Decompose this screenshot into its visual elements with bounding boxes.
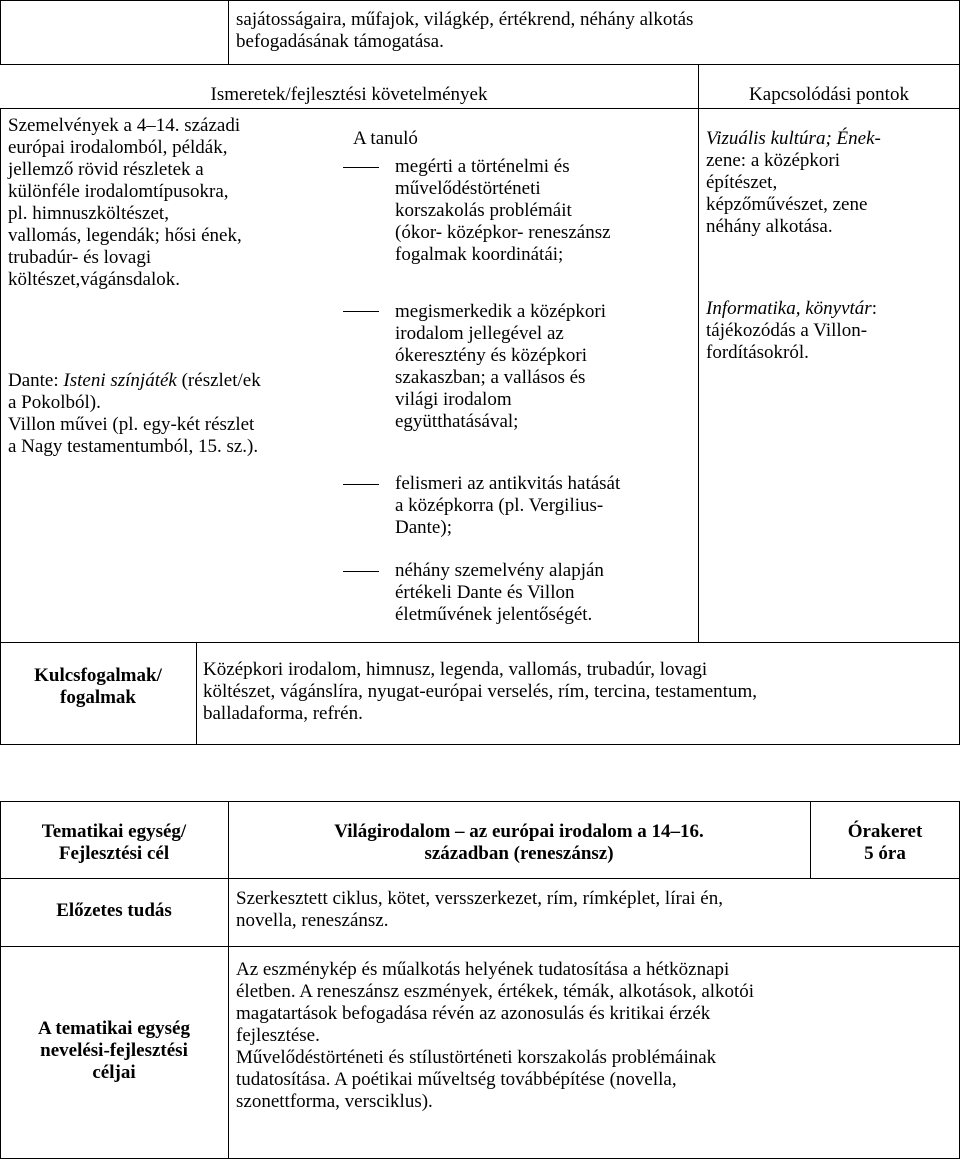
- goals-line: Az eszménykép és műalkotás helyének tudatosítása a hétköznapi: [236, 959, 730, 980]
- border-line: [0, 0, 960, 1]
- key-concepts-line: balladaforma, refrén.: [203, 703, 363, 724]
- dante-work-title: Isteni színjáték: [63, 370, 177, 391]
- connection-line: zene: a középkori: [706, 150, 840, 171]
- outcome-line: értékeli Dante és Villon: [395, 582, 575, 603]
- connection-title: Vizuális kultúra; Ének-: [706, 128, 881, 149]
- outcome-line: néhány szemelvény alapján: [395, 560, 604, 581]
- dante-prefix: Dante:: [8, 370, 64, 391]
- border-line: [0, 64, 960, 65]
- authors-line: a Nagy testamentumból, 15. sz.).: [8, 436, 259, 457]
- excerpts-line: trubadúr- és lovagi: [8, 247, 152, 268]
- outcome-line: felismeri az antikvitás hatását: [395, 473, 621, 494]
- excerpts-line: vallomás, legendák; hősi ének,: [8, 225, 242, 246]
- goals-label-line: nevelési-fejlesztési: [40, 1040, 188, 1061]
- excerpts-line: jellemző rövid részletek a: [8, 159, 204, 180]
- dante-suffix: (részlet/ek: [176, 370, 261, 391]
- goals-line: életben. A reneszánsz eszmények, értékek, témák, alkotások, alkotói: [236, 981, 755, 1002]
- goals-line: Művelődéstörténeti és stílustörténeti korszakolás problémáinak: [236, 1047, 717, 1068]
- excerpts-line: költészet,vágánsdalok.: [8, 269, 181, 290]
- connection-line: építészet,: [706, 172, 778, 193]
- connection-line: tájékozódás a Villon-: [706, 320, 868, 341]
- outcome-line: a középkorra (pl. Vergilius-: [395, 495, 604, 516]
- outcome-line: fogalmak koordinátái;: [395, 244, 564, 265]
- goals-line: szonettforma, versciklus).: [236, 1091, 433, 1112]
- intro-line: sajátosságaira, műfajok, világkép, értékrend, néhány alkotás: [236, 9, 694, 30]
- outcome-line: megismerkedik a középkori: [395, 301, 607, 322]
- excerpts-line: európai irodalomból, példák,: [8, 137, 228, 158]
- header-requirements: Ismeretek/fejlesztési követelmények: [210, 84, 488, 105]
- outcome-line: korszakolás problémáit: [395, 200, 572, 221]
- key-concepts-label-line: fogalmak: [60, 687, 136, 708]
- connection-colon: :: [871, 298, 877, 319]
- goals-text: [236, 959, 754, 1113]
- key-concepts-line: Középkori irodalom, himnusz, legenda, vallomás, trubadúr, lovagi: [203, 659, 708, 680]
- border-line: [0, 744, 960, 745]
- goals-label-line: céljai: [92, 1062, 136, 1083]
- outcome-line: Dante);: [395, 517, 452, 538]
- border-line: [0, 801, 960, 802]
- connection-informatics: [706, 298, 877, 364]
- border-line: [0, 108, 1, 745]
- list-dash: [343, 484, 379, 485]
- connection-line: képzőművészet, zene: [706, 194, 868, 215]
- unit-title: [228, 821, 810, 865]
- goals-line: fejlesztése.: [236, 1025, 320, 1046]
- connection-arts: [706, 128, 881, 238]
- key-concepts-label: [0, 665, 196, 709]
- hours-value: 5 óra: [864, 843, 906, 864]
- outcome-item: [395, 301, 606, 433]
- goals-label-line: A tematikai egység: [38, 1018, 190, 1039]
- outcome-item: [395, 560, 604, 626]
- border-line: [698, 64, 699, 642]
- dante-line: [8, 370, 261, 392]
- prior-knowledge-text: [236, 888, 723, 932]
- unit-title-line: Világirodalom – az európai irodalom a 14–16.: [334, 821, 704, 842]
- border-line: [0, 642, 960, 643]
- prior-knowledge-label: Előzetes tudás: [56, 900, 172, 921]
- excerpts-text: [8, 115, 242, 291]
- outcome-line: világi irodalom: [395, 389, 512, 410]
- border-line: [196, 642, 197, 745]
- list-dash: [343, 167, 379, 168]
- key-concepts-label-line: Kulcsfogalmak/: [34, 665, 162, 686]
- authors-text: [8, 370, 261, 458]
- hours-label: Órakeret: [847, 821, 923, 842]
- authors-line: Villon művei (pl. egy-két részlet: [8, 414, 255, 435]
- excerpts-line: Szemelvények a 4–14. századi: [8, 115, 241, 136]
- prior-knowledge-line: Szerkesztett ciklus, kötet, versszerkezet, rím, rímképlet, lírai én,: [236, 888, 723, 909]
- outcome-line: szakaszban; a vallásos és: [395, 367, 586, 388]
- outcome-item: [395, 156, 611, 266]
- border-line: [228, 0, 229, 64]
- excerpts-line: különféle irodalomtípusokra,: [8, 181, 229, 202]
- border-line: [0, 878, 960, 879]
- list-dash: [343, 311, 379, 312]
- outcome-line: együtthatásával;: [395, 411, 519, 432]
- outcome-line: életművének jelentőségét.: [395, 604, 593, 625]
- prior-knowledge-line: novella, reneszánsz.: [236, 910, 389, 931]
- outcome-line: ókeresztény és középkori: [395, 345, 588, 366]
- authors-line: a Pokolból).: [8, 392, 101, 413]
- border-line: [0, 0, 1, 64]
- connection-line: néhány alkotása.: [706, 216, 833, 237]
- outcome-item: [395, 473, 620, 539]
- header-connections: Kapcsolódási pontok: [749, 84, 909, 105]
- unit-title-line: században (reneszánsz): [424, 843, 614, 864]
- connection-title-line: [706, 298, 877, 320]
- unit-label-line: Fejlesztési cél: [58, 843, 170, 864]
- unit-label: [0, 821, 228, 865]
- border-line: [0, 108, 960, 109]
- key-concepts-text: [203, 659, 757, 725]
- list-dash: [343, 571, 379, 572]
- key-concepts-line: költészet, vágánslíra, nyugat-európai verselés, rím, tercina, testamentum,: [203, 681, 757, 702]
- outcome-line: megérti a történelmi és: [395, 156, 570, 177]
- goals-line: tudatosítása. A poétikai műveltség továbbépítése (novella,: [236, 1069, 677, 1090]
- connection-line: fordításokról.: [706, 342, 809, 363]
- border-line: [0, 946, 960, 947]
- excerpts-line: pl. himnuszköltészet,: [8, 203, 169, 224]
- goals-line: magatartások befogadása révén az azonosulás és kritikai érzék: [236, 1003, 711, 1024]
- outcome-line: művelődéstörténeti: [395, 178, 541, 199]
- intro-line: befogadásának támogatása.: [236, 31, 444, 52]
- student-heading: A tanuló: [353, 128, 418, 149]
- hours-frame: [810, 821, 960, 865]
- unit-label-line: Tematikai egység/: [41, 821, 187, 842]
- outcome-line: irodalom jellegével az: [395, 323, 564, 344]
- goals-label: [0, 1018, 228, 1084]
- outcome-line: (ókor- középkor- reneszánsz: [395, 222, 611, 243]
- intro-text: [236, 9, 693, 53]
- connection-title: Informatika, könyvtár: [706, 298, 872, 319]
